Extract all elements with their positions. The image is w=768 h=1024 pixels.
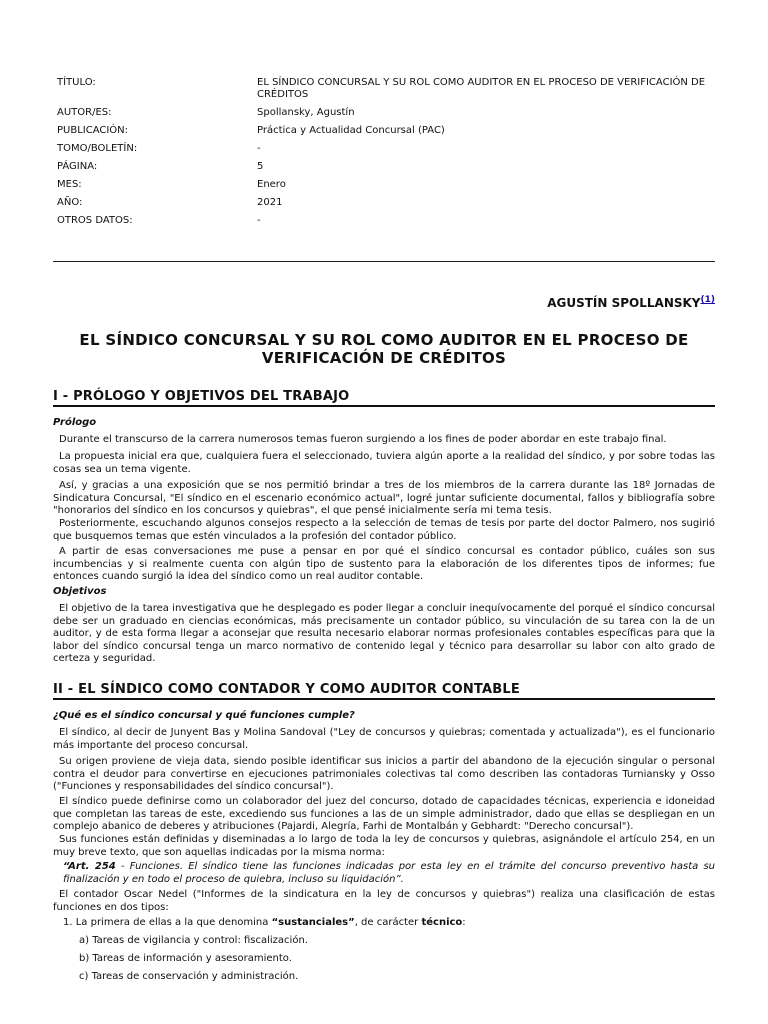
paragraph: El contador Oscar Nedel ("Informes de la sindicatura en la ley de concursos y quiebras") realiza una clasificación de estas funciones en dos tipos: [53,889,715,913]
metadata-key: TÍTULO: [57,77,96,88]
paragraph: Durante el transcurso de la carrera numerosos temas fueron surgiendo a los fines de poder abordar en este trabajo final. [59,434,667,445]
paragraph: A partir de esas conversaciones me puse a pensar en por qué el síndico concursal es contador público, cuáles son sus incumbencias y si realmente cuenta con algún tipo de sustento para la elaboración de los diferentes tipos de informes; fue entonces cuando surgió la idea del síndico como un real auditor contable. [53,546,715,582]
paragraph: Así, y gracias a una exposición que se nos permitió brindar a tres de los miembros de la carrera durante las 18º Jornadas de Sindicatura Concursal, "El síndico en el escenario económico actual", logré juntar suficiente documental, fallos y bibliografía sobre "honorarios del síndico en los concursos y quiebras", el que pensé inicialmente sería mi tema tesis. [53,480,715,516]
paragraph: El objetivo de la tarea investigativa que he desplegado es poder llegar a concluir inequívocamente del porqué el síndico concursal debe ser un graduado en ciencias económicas, más precisamente un contador público, su vinculación de su tarea con la de un auditor, y de esta forma llegar a aconsejar que resulta necesario elaborar normas profesionales contables específicas para que la labor del síndico concursal tenga un marco normativo de contenido legal y técnico para desarrollar su labor con alto grado de certeza y seguridad. [53,603,715,664]
metadata-row [57,143,717,155]
metadata-value: - [257,143,261,154]
metadata-table [57,77,717,233]
footnote-link[interactable]: (1) [700,295,715,305]
metadata-key: PUBLICACIÓN: [57,125,129,136]
metadata-value: Enero [257,179,286,190]
quote-article: “Art. 254 [63,861,116,872]
paragraph: Su origen proviene de vieja data, siendo posible identificar sus inicios a partir del abandono de la ejecución singular o personal contra el deudor para convertirse en ejecuciones patrimoniales colectivas tal como describen las contadoras Turniansky y Osso ("Funciones y responsabilidades del síndico concursal"). [53,756,715,792]
metadata-row [57,107,717,119]
metadata-key: PÁGINA: [57,161,98,172]
list-item: 1. La primera de ellas a la que denomina “sustanciales”, de carácter técnico: [63,917,466,928]
list-item: c) Tareas de conservación y administración. [79,971,299,982]
metadata-key: OTROS DATOS: [57,215,133,226]
document-title: EL SÍNDICO CONCURSAL Y SU ROL COMO AUDITOR EN EL PROCESO DE VERIFICACIÓN DE CRÉDITOS [79,331,689,367]
metadata-row [57,215,717,227]
header-divider [53,261,715,262]
author-line [547,295,715,310]
metadata-row [57,77,717,101]
paragraph: Sus funciones están definidas y diseminadas a lo largo de toda la ley de concursos y quiebras, asignándole el artículo 254, en un muy breve texto, que son aquellas indicadas por la misma norma: [53,834,715,858]
paragraph: La propuesta inicial era que, cualquiera fuera el seleccionado, tuviera algún aporte a la realidad del síndico, y por sobre todas las cosas sea un tema vigente. [53,451,715,475]
paragraph: El síndico puede definirse como un colaborador del juez del concurso, dotado de capacidades técnicas, experiencia e idoneidad que completan las tareas de este, excediendo sus funciones a las de un simple administrador, dado que ellas se despliegan en un complejo abanico de deberes y atribuciones (Pajardi, Alegría, Farhi de Montalbán y Gebhardt: "Derecho concursal"). [53,796,715,832]
metadata-value: 2021 [257,197,283,208]
list-item: a) Tareas de vigilancia y control: fiscalización. [79,935,308,946]
subheading-prologo: Prólogo [53,417,97,428]
metadata-row [57,161,717,173]
legal-quote [63,861,715,886]
section-heading-2: II - EL SÍNDICO COMO CONTADOR Y COMO AUDITOR CONTABLE [53,682,715,700]
paragraph: Posteriormente, escuchando algunos consejos respecto a la selección de temas de tesis por parte del doctor Palmero, nos sugirió que busquemos temas que estén vinculados a la profesión del contador público. [53,518,715,542]
metadata-value: Práctica y Actualidad Concursal (PAC) [257,125,445,136]
metadata-key: MES: [57,179,82,190]
subheading-objetivos: Objetivos [53,586,107,597]
author-name: AGUSTÍN SPOLLANSKY [547,296,701,310]
list-item: b) Tareas de información y asesoramiento. [79,953,292,964]
metadata-key: AUTOR/ES: [57,107,112,118]
paragraph: El síndico, al decir de Junyent Bas y Molina Sandoval ("Ley de concursos y quiebras; comentada y actualizada"), es el funcionario más importante del proceso concursal. [53,727,715,751]
metadata-value: Spollansky, Agustín [257,107,355,118]
section-heading-1: I - PRÓLOGO Y OBJETIVOS DEL TRABAJO [53,389,715,407]
metadata-row [57,179,717,191]
subheading-funciones: ¿Qué es el síndico concursal y qué funciones cumple? [53,710,355,721]
metadata-value: - [257,215,261,226]
quote-text: - Funciones. El síndico tiene las funciones indicadas por esta ley en el trámite del concurso preventivo hasta su finalización y en todo el proceso de quiebra, incluso su liquidación”. [63,861,715,885]
metadata-key: AÑO: [57,197,83,208]
metadata-value: EL SÍNDICO CONCURSAL Y SU ROL COMO AUDITOR EN EL PROCESO DE VERIFICACIÓN DE CRÉDITOS [257,77,706,100]
metadata-row [57,125,717,137]
metadata-key: TOMO/BOLETÍN: [57,143,138,154]
metadata-row [57,197,717,209]
metadata-value: 5 [257,161,264,172]
